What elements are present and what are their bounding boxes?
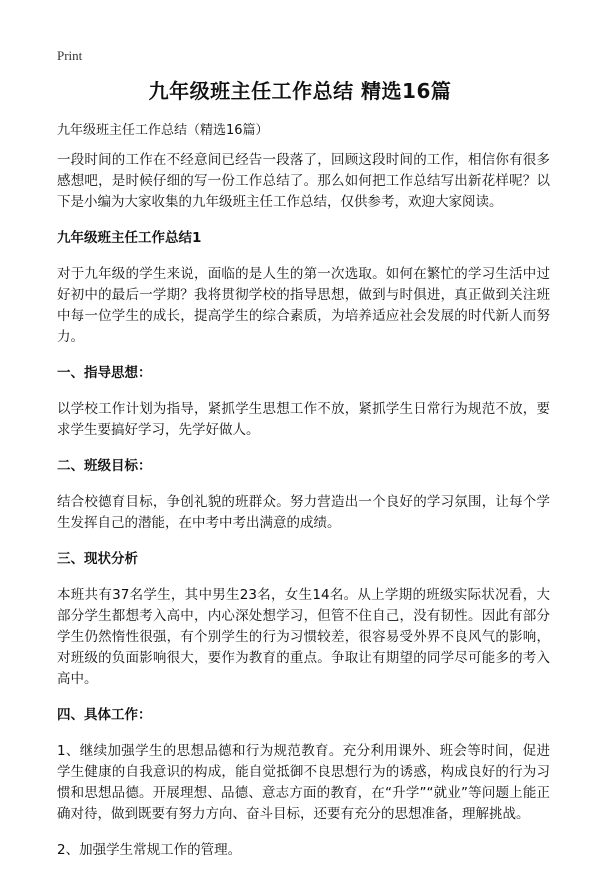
section-title: 九年级班主任工作总结1 bbox=[57, 230, 202, 246]
paragraph-guiding-ideology: 以学校工作计划为指导，紧抓学生思想工作不放，紧抓学生日常行为规范不放，要求学生要搞好学习，先学好做人。 bbox=[57, 401, 550, 438]
page-title: 九年级班主任工作总结 精选16篇 bbox=[148, 79, 452, 103]
paragraph-specific-work-2: 2、加强学生常规工作的管理。 bbox=[57, 842, 242, 858]
section-intro-paragraph: 对于九年级的学生来说，面临的是人生的第一次选取。如何在繁忙的学习生活中过好初中的最后一学期？我将贯彻学校的指导思想，做到与时俱进，真正做到关注班中每一位学生的成长，提高学生的综合素质，为培养适应社会发展的时代新人而努力。 bbox=[57, 266, 550, 345]
paragraph-class-goals: 结合校德育目标，争创礼貌的班群众。努力营造出一个良好的学习氛围，让每个学生发挥自己的潜能，在中考中考出满意的成绩。 bbox=[57, 494, 550, 531]
heading-class-goals: 二、班级目标： bbox=[57, 458, 152, 474]
heading-specific-work: 四、具体工作： bbox=[57, 707, 152, 723]
paragraph-status-analysis: 本班共有37名学生，其中男生23名，女生14名。从上学期的班级实际状况看，大部分学生都想考入高中，内心深处想学习，但管不住自己，没有韧性。因此有部分学生仍然惰性很强，有个别学生的行为习惯较差，很容易受外界不良风气的影响，对班级的负面影响很大，要作为教育的重点。争取让有期望的同学尽可能多的考入高中。 bbox=[57, 587, 550, 687]
paragraph-specific-work-1: 1、继续加强学生的思想品德和行为规范教育。充分利用课外、班会等时间，促进学生健康的自我意识的构成，能自觉抵御不良思想行为的诱惑，构成良好的行为习惯和思想品德。开展理想、品德、意志方面的教育，在“升学”“就业”等问题上能正确对待，做到既要有努力方向、奋斗目标，还要有充分的思想准备，理解挑战。 bbox=[57, 743, 550, 822]
heading-guiding-ideology: 一、指导思想： bbox=[57, 365, 152, 381]
print-link[interactable]: Print bbox=[57, 48, 83, 63]
document-subtitle: 九年级班主任工作总结（精选16篇） bbox=[57, 123, 269, 138]
article-body bbox=[57, 150, 550, 876]
intro-paragraph: 一段时间的工作在不经意间已经告一段落了，回顾这段时间的工作，相信你有很多感想吧，是时候仔细的写一份工作总结了。那么如何把工作总结写出新花样呢？以下是小编为大家收集的九年级班主任工作总结，仅供参考，欢迎大家阅读。 bbox=[57, 152, 550, 210]
heading-status-analysis: 三、现状分析 bbox=[57, 551, 138, 567]
